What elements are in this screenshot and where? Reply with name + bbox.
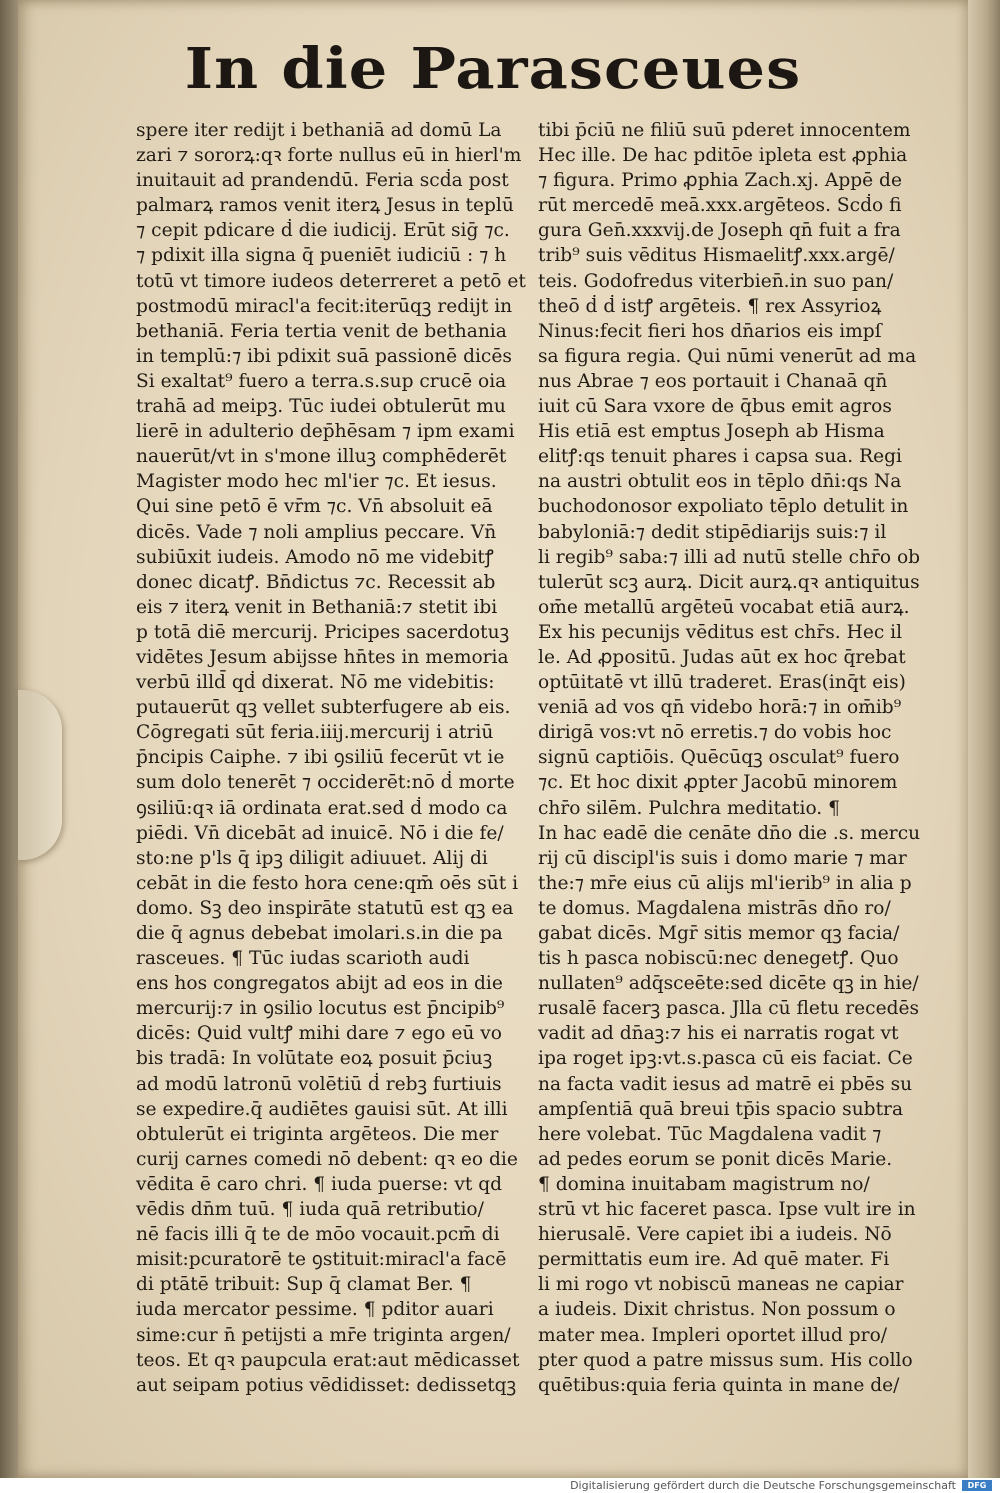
text-line: ⁊ cepit pdicare ḋ die iudicij. Erūt sig͏̄ ⁊c. bbox=[136, 220, 510, 242]
text-line: ampſentiā quā breui tp̄is spacio subtra bbox=[538, 1098, 904, 1120]
text-line: nus Abrae ⁊ eos portauit i Chanaā qn̄ bbox=[538, 370, 888, 392]
text-line: dicēs. Vade ⁊ noli amplius peccare. Vn̄ bbox=[136, 521, 497, 543]
text-column-right bbox=[538, 118, 928, 1398]
text-line: tibi p̄ciū ne filiū suū pderet innocentem bbox=[538, 120, 911, 141]
text-line: permittatis eum ire. Ad quē mater. Fi bbox=[538, 1249, 890, 1271]
book-page bbox=[18, 0, 968, 1478]
text-line: ad pedes eorum se ponit dicēs Marie. bbox=[538, 1148, 893, 1170]
text-line: om̄e metallū argēteū vocabat etiā aurꝝ. bbox=[538, 596, 910, 618]
text-line: p̄ncipis Caiphe. ⁊ ibi ꝯsiliū fecerūt vt ie bbox=[136, 747, 505, 769]
text-line: ⁊ pdixit illa signa q̄ pueniēt iudiciū : ⁊ h bbox=[136, 245, 507, 267]
text-line: lierē in adulterio dep̄hēsam ⁊ ipm exami bbox=[136, 421, 515, 443]
text-line: domo. Sꝫ deo inspirāte statutū est qꝫ ea bbox=[136, 897, 514, 919]
text-line: in templū:⁊ ibi pdixit suā passionē dicēs bbox=[136, 345, 512, 367]
text-line: obtulerūt ei triginta argēteos. Die mer bbox=[136, 1123, 499, 1145]
text-line: na facta vadit iesus ad matrē ei pbēs su bbox=[538, 1073, 913, 1095]
text-line: le. Ad ꝓpositū. Judas aūt ex hoc q̄rebat bbox=[538, 646, 906, 668]
text-line: Ninus:fecit fieri hos dn̄arios eis impſ bbox=[538, 320, 882, 342]
text-line: piēdi. Vn̄ dicebāt ad inuicē. Nō i die fe/ bbox=[136, 822, 504, 844]
text-line: nauerūt/vt in s'mone illuꝫ comphēderēt bbox=[136, 446, 507, 468]
text-line: subiūxit iudeis. Amodo nō me videbitꝭ bbox=[136, 546, 494, 568]
text-line: bethaniā. Feria tertia venit de bethania bbox=[136, 320, 507, 342]
text-line: te domus. Magdalena mistrās dn̄o ro/ bbox=[538, 897, 891, 919]
text-line: babyloniā:⁊ dedit stipēdiarijs suis:⁊ il bbox=[538, 521, 887, 543]
text-line: li mi rogo vt nobiscū maneas ne capiar bbox=[538, 1274, 904, 1296]
text-line: sime:cur n̄ petijsti a mr̄e triginta argen/ bbox=[136, 1324, 511, 1346]
text-line: cebāt in die festo hora cene:qm̄ oēs sūt i bbox=[136, 872, 519, 894]
text-line: rij cū discipl'is suis i domo marie ⁊ mar bbox=[538, 847, 907, 869]
text-line: vēdita ē caro chri. ¶ iuda puerse: vt qd bbox=[136, 1173, 503, 1195]
text-line: teos. Et qꝛ paupcula erat:aut mēdicasset bbox=[136, 1349, 520, 1371]
text-line: ¶ domina inuitabam magistrum no/ bbox=[538, 1173, 870, 1195]
text-line: gabat dicēs. Mgr̄ sitis memor qꝫ facia/ bbox=[538, 923, 900, 944]
book-edge-right bbox=[966, 0, 1000, 1478]
text-line: teis. Godofredus viterbien̄.in suo pan/ bbox=[538, 270, 894, 292]
funding-credit: Digitalisierung gefördert durch die Deutsche Forschungsgemeinschaft bbox=[570, 1479, 956, 1492]
text-line: Si exaltat⁹ fuero a terra.s.sup crucē oia bbox=[136, 370, 507, 392]
text-line: theō ḋ ḋ istꝭ argēteis. ¶ rex Assyrioꝝ bbox=[538, 295, 882, 317]
text-column-left bbox=[136, 118, 528, 1398]
dfg-logo: DFG bbox=[962, 1480, 992, 1491]
text-line: buchodonosor expoliato tēplo detulit in bbox=[538, 496, 909, 518]
text-line: tis h pasca nobiscū:nec denegetꝭ. Quo bbox=[538, 948, 899, 970]
text-line: vadit ad dn̄aꝫ:⁊ his ei narratis rogat vt bbox=[538, 1023, 899, 1045]
text-line: ad modū latronū volētiū ḋ rebꝫ furtiuis bbox=[136, 1073, 502, 1095]
text-line: dirigā vos:vt nō erretis.⁊ do vobis hoc bbox=[538, 722, 892, 744]
text-line: palmarꝝ ramos venit iterꝝ Jesus in teplū bbox=[136, 195, 514, 217]
text-line: eis ⁊ iterꝝ venit in Bethaniā:⁊ stetit ibi bbox=[136, 596, 498, 618]
text-line: vidētes Jesum abijsse hn̄tes in memoria bbox=[136, 646, 509, 668]
text-line: mercurij:⁊ in ꝯsilio locutus est p̄ncipib⁹ bbox=[136, 998, 505, 1020]
text-line: chr̄o silēm. Pulchra meditatio. ¶ bbox=[538, 797, 840, 819]
text-line: aut seipam potius vēdidisset: dedissetqꝫ bbox=[136, 1374, 517, 1396]
text-line: iuda mercator pessime. ¶ pditor auari bbox=[136, 1299, 494, 1321]
text-line: signū captiōis. Quēcūqꝫ osculat⁹ fuero bbox=[538, 747, 900, 769]
text-line: rasceues. ¶ Tūc iudas scarioth audi bbox=[136, 948, 470, 970]
text-line: the:⁊ mr̄e eius cū alijs ml'ierib⁹ in alia p bbox=[538, 872, 912, 894]
text-line: veniā ad vos qn̄ videbo horā:⁊ in om̄ib⁹ bbox=[538, 697, 902, 719]
text-line: trahā ad meipꝫ. Tūc iudei obtulerūt mu bbox=[136, 396, 506, 418]
text-line: sto:ne p'ls q̄ ipꝫ diligit adiuuet. Alij di bbox=[136, 847, 488, 869]
text-line: die q̄ agnus debebat imolari.s.in die pa bbox=[136, 923, 503, 944]
text-line: ⁊ figura. Primo ꝓphia Zach.xj. Appē de bbox=[538, 170, 902, 192]
text-line: sum dolo tenerēt ⁊ occiderēt:nō ḋ morte bbox=[136, 772, 515, 794]
text-line: di ptātē tribuit: Sup q̄ clamat Ber. ¶ bbox=[136, 1274, 472, 1296]
text-line: hierusalē. Vere capiet ibi a iudeis. Nō bbox=[538, 1224, 892, 1246]
text-line: In hac eadē die cenāte dn̄o die .s. mercu bbox=[538, 822, 921, 844]
text-line: strū vt hic faceret pasca. Ipse vult ire in bbox=[538, 1199, 916, 1221]
text-line: Magister modo hec ml'ier ⁊c. Et iesus. bbox=[136, 471, 497, 493]
text-line: Ex his pecunijs vēditus est chr̄s. Hec il bbox=[538, 621, 903, 643]
text-line: misit:pcuratorē te ꝯstituit:miracl'a facē bbox=[136, 1249, 507, 1271]
page-heading: In die Parasceues bbox=[184, 36, 802, 102]
text-line: ꝯsiliū:qꝛ iā ordinata erat.sed ḋ modo ca bbox=[136, 797, 508, 819]
text-line: quētibus:quia feria quinta in mane de/ bbox=[538, 1374, 900, 1396]
text-line: bis tradā: In volūtate eoꝝ posuit p̄ciuꝫ bbox=[136, 1048, 493, 1070]
text-line: here volebat. Tūc Magdalena vadit ⁊ bbox=[538, 1123, 882, 1145]
text-line: se expedire.q̄ audiētes gauisi sūt. At illi bbox=[136, 1098, 508, 1120]
text-line: inuitauit ad prandendū. Feria scḋa post bbox=[136, 170, 509, 192]
digitization-footer bbox=[0, 1478, 1000, 1493]
text-line: totū vt timore iudeos deterreret a petō et bbox=[136, 270, 526, 292]
page-clip bbox=[18, 690, 62, 860]
text-line: nullaten⁹ adq̄sceēte:sed dicēte qꝫ in hie/ bbox=[538, 973, 919, 995]
text-line: nē facis illi q̄ te de mōo vocauit.pcm̄ di bbox=[136, 1224, 500, 1246]
text-line: vēdis dn̄m tuū. ¶ iuda quā retributio/ bbox=[136, 1199, 484, 1221]
text-line: mater mea. Impleri oportet illud pro/ bbox=[538, 1324, 888, 1346]
text-line: Hec ille. De hac pditōe ipleta est ꝓphia bbox=[538, 145, 908, 167]
text-line: verbū illd̄ qḋ dixerat. Nō me videbitis: bbox=[136, 672, 495, 694]
text-line: dicēs: Quid vultꝭ mihi dare ⁊ ego eū vo bbox=[136, 1023, 502, 1045]
text-line: postmodū miracl'a fecit:iterūqꝫ redijt in bbox=[136, 295, 513, 317]
text-line: optūitatē vt illū traderet. Eras(inq̄t eis) bbox=[538, 672, 906, 694]
text-line: rūt mercedē meā.xxx.argēteos. Scḋo fi bbox=[538, 195, 902, 217]
text-line: gura Gen̄.xxxvij.de Joseph qn̄ fuit a fra bbox=[538, 220, 901, 242]
text-line: zari ⁊ sororꝝ:qꝛ forte nullus eū in hierl'm bbox=[136, 145, 522, 167]
text-line: elitꝭ:qs tenuit phares i capsa sua. Regi bbox=[538, 446, 902, 468]
text-line: ens hos congregatos abijt ad eos in die bbox=[136, 973, 503, 995]
text-line: rusalē facerꝫ pasca. Jlla cū fletu recedēs bbox=[538, 998, 920, 1020]
text-line: spere iter redijt i bethaniā ad domū La bbox=[136, 120, 502, 141]
text-line: putauerūt qꝫ vellet subterfugere ab eis. bbox=[136, 697, 511, 719]
text-line: trib⁹ suis vēditus Hismaelitꝭ.xxx.argē/ bbox=[538, 245, 895, 267]
text-line: His etiā est emptus Joseph ab Hisma bbox=[538, 421, 885, 443]
text-line: ipa roget ipꝫ:vt.s.pasca cū eis faciat. Ce bbox=[538, 1048, 913, 1070]
text-line: na austri obtulit eos in tēplo dn̄i:qs Na bbox=[538, 471, 902, 493]
text-line: iuit cū Sara vxore de q̄bus emit agros bbox=[538, 396, 892, 418]
text-line: Qui sine petō ē vr̄m ⁊c. Vn̄ absoluit eā bbox=[136, 496, 493, 518]
text-line: donec dicatꝭ. Bn̄dictus ⁊c. Recessit ab bbox=[136, 571, 496, 593]
text-line: curij carnes comedi nō debent: qꝛ eo die bbox=[136, 1148, 518, 1170]
text-line: sa figura regia. Qui nūmi venerūt ad ma bbox=[538, 345, 917, 367]
text-line: a iudeis. Dixit christus. Non possum o bbox=[538, 1299, 896, 1321]
text-line: Cōgregati sūt feria.iiij.mercurij i atriū bbox=[136, 722, 494, 744]
text-line: tulerūt scꝫ aurꝝ. Dicit aurꝝ.qꝛ antiquitus bbox=[538, 571, 920, 593]
text-line: p totā diē mercurij. Pricipes sacerdotuꝫ bbox=[136, 621, 510, 643]
text-line: pter quod a patre missus sum. His collo bbox=[538, 1349, 913, 1371]
text-line: ⁊c. Et hoc dixit ꝓpter Jacobū minorem bbox=[538, 772, 898, 794]
text-line: li regib⁹ saba:⁊ illi ad nutū stelle chr̄o ob bbox=[538, 546, 921, 568]
